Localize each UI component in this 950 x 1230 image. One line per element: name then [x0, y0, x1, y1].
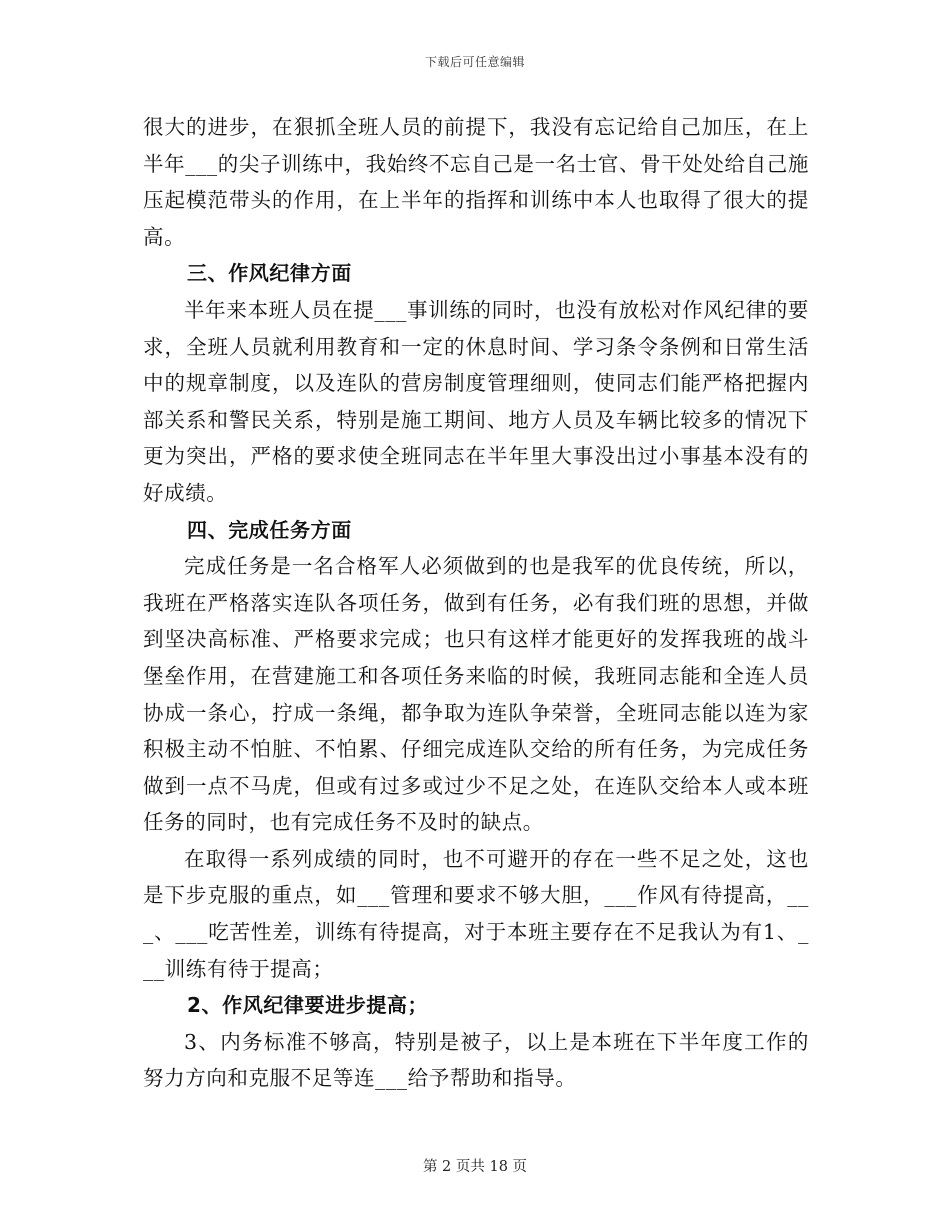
- paragraph-shortcomings: 在取得一系列成绩的同时，也不可避开的存在一些不足之处，这也是下步克服的重点，如___管理和要求不够大胆，___作风有待提高，___、___吃苦性差，训练有待提高，对于本班主要存在不足我认为有1、___训练有待于提高；: [143, 846, 809, 981]
- page-header-note: 下载后可任意编辑: [424, 55, 525, 69]
- page-number: 第 2 页共 18 页: [422, 1159, 528, 1175]
- section-heading-tasks: 四、完成任务方面: [187, 517, 352, 542]
- paragraph-continuation: 很大的进步，在狠抓全班人员的前提下，我没有忘记给自己加压，在上半年___的尖子训练中，我始终不忘自己是一名士官、骨干处处给自己施压起模范带头的作用，在上半年的指挥和训练中本人也取得了很大的提高。: [143, 115, 809, 249]
- paragraph-item-3: 3、内务标准不够高，特别是被子，以上是本班在下半年度工作的努力方向和克服不足等连___给予帮助和指导。: [143, 1029, 809, 1091]
- document-body: [143, 109, 809, 1097]
- section-heading-discipline: 三、作风纪律方面: [187, 261, 352, 286]
- paragraph-discipline: 半年来本班人员在提___事训练的同时，也没有放松对作风纪律的要求，全班人员就利用教育和一定的休息时间、学习条令条例和日常生活中的规章制度，以及连队的营房制度管理细则，使同志们能严格把握内部关系和警民关系，特别是施工期间、地方人员及车辆比较多的情况下更为突出，严格的要求使全班同志在半年里大事没出过小事基本没有的好成绩。: [143, 297, 809, 505]
- list-item-2: 2、作风纪律要进步提高；: [187, 993, 429, 1018]
- paragraph-tasks: 完成任务是一名合格军人必须做到的也是我军的优良传统，所以，我班在严格落实连队各项任务，做到有任务，必有我们班的思想，并做到坚决高标准、严格要求完成；也只有这样才能更好的发挥我班的战斗堡垒作用，在营建施工和各项任务来临的时候，我班同志能和全连人员协成一条心，拧成一条绳，都争取为连队争荣誉，全班同志能以连为家积极主动不怕脏、不怕累、仔细完成连队交给的所有任务，为完成任务做到一点不马虎，但或有过多或过少不足之处，在连队交给本人或本班任务的同时，也有完成任务不及时的缺点。: [143, 554, 809, 835]
